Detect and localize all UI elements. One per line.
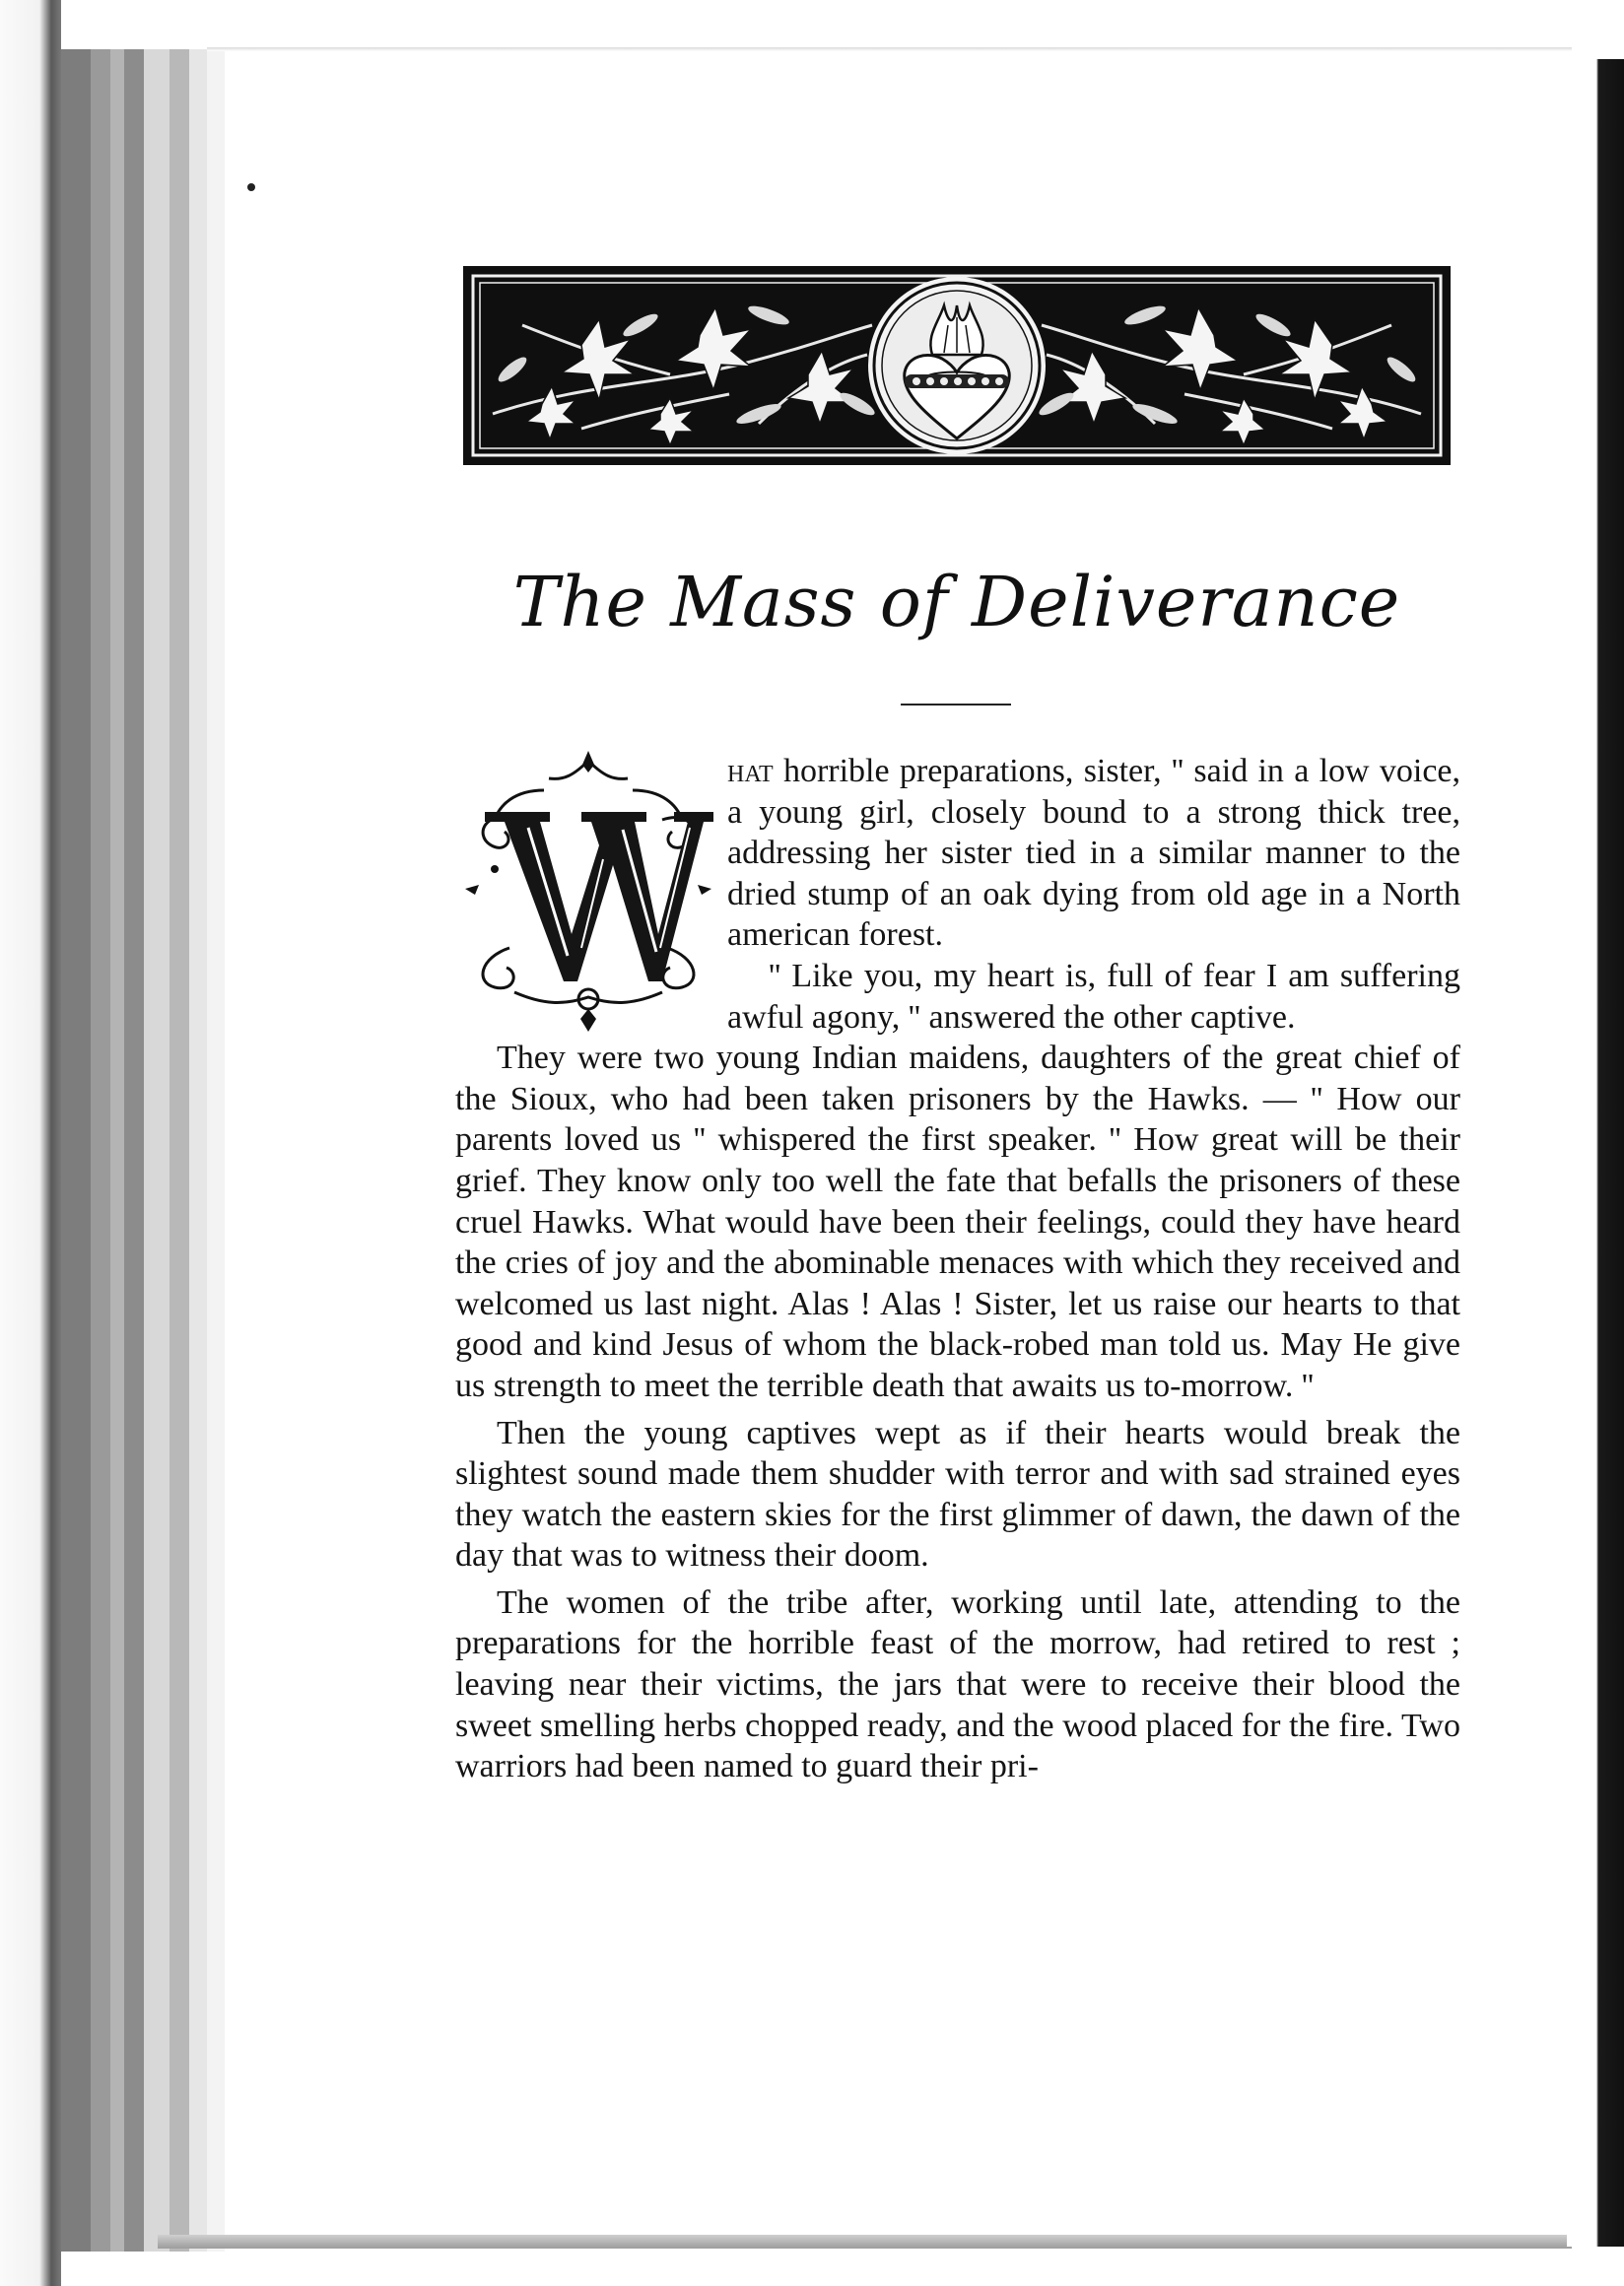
page-edge-band [110,49,124,2252]
page-edge-band [61,49,91,2252]
paragraph-3: They were two young Indian maidens, daughters of the great chief of the Sioux, who had been taken prisoners by the Hawks. — '' How our parents loved us '' whispered the first speaker. '' How great will be their grief. They know only too well the fate that befalls the prisoners of these cruel Hawks. What would have been their feelings, could they have heard the cries of joy and the abominable menaces with which they received and welcomed us last night. Alas ! Alas ! Sister, let us raise our hearts to that good and kind Jesus of whom the black-robed man told us. May He give us strength to meet the terrible death that awaits us to-morrow. '' [455,1040,1460,1404]
paragraph-2: '' Like you, my heart is, full of fear I am suffering awful agony, '' answered the other captive. [727,957,1460,1036]
ink-speck [247,183,255,191]
drop-cap-letter-w [485,812,713,981]
paragraph-5: The women of the tribe after, working until late, attending to the preparations for the horrible feast of the morrow, had retired to rest ; leaving near their victims, the jars that were to receive their blood the sweet smelling herbs chopped ready, and the wood placed for the fire. Two warriors had been named to guard their pri- [455,1583,1460,1785]
page-edge-band [124,49,144,2252]
spine-shadow [0,0,61,2286]
page-edge-band [144,49,169,2252]
paragraph-1: horrible preparations, sister, '' said in a low voice, a young girl, closely bound to a strong thick tree, addressing her sister tied in a similar manner to the dried stump of an oak dying from old age in a North american forest. [727,753,1460,954]
page-edge-band [207,49,225,2252]
ornamental-headpiece [463,266,1451,465]
chapter-title: The Mass of Deliverance [512,562,1401,642]
page-right-edge [1567,59,1624,2247]
page-bottom-edge [158,2235,1572,2249]
page-top-edge [207,47,1572,51]
chapter-body [455,751,1460,1787]
page-edge-band [169,49,189,2252]
page-edge-band [91,49,110,2252]
page-edge-band [189,49,207,2252]
ornamental-drop-cap [455,751,721,1032]
paragraph-4: Then the young captives wept as if their hearts would break the slightest sound made them shudder with terror and with sad strained eyes they watch the eastern skies for the first glimmer of dawn, the dawn of the day that was to witness their doom. [455,1414,1460,1575]
first-word-remainder: hat [727,753,774,789]
book-page-edges [0,0,237,2286]
title-rule [901,704,1011,706]
